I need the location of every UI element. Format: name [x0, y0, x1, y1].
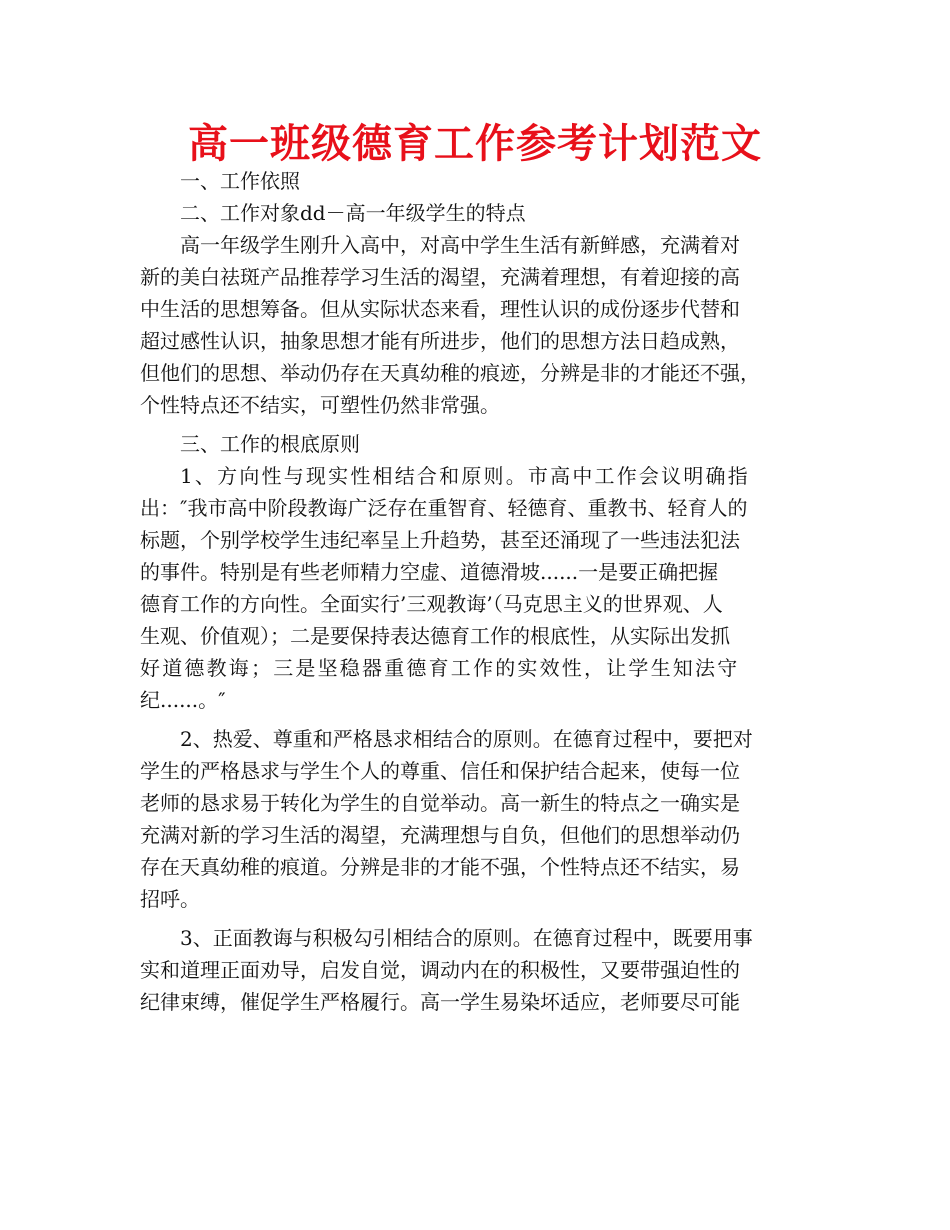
- text-line: 中生活的思想筹备。但从实际状态来看，理性认识的成份逐步代替和: [140, 297, 740, 321]
- text-line: 标题，个别学校学生违纪率呈上升趋势，甚至还涌现了一些违法犯法: [140, 528, 740, 552]
- text-line: 老师的恳求易于转化为学生的自觉举动。高一新生的特点之一确实是: [140, 791, 740, 815]
- text-line: 新的美白祛斑产品推荐学习生活的渴望，充满着理想，有着迎接的高: [140, 265, 740, 289]
- text-line: 生观、价值观）；二是要保持表达德育工作的根底性，从实际出发抓: [140, 624, 730, 648]
- text-line: 存在天真幼稚的痕道。分辨是非的才能不强，个性特点还不结实，易: [140, 855, 740, 879]
- text-line: 招呼。: [140, 887, 200, 911]
- section-heading: [140, 165, 820, 197]
- paragraph: [140, 922, 820, 1018]
- text-line: 高一年级学生刚升入高中，对高中学生生活有新鲜感，充满着对: [180, 233, 740, 257]
- text-line: 好道德教诲；三是坚稳器重德育工作的实效性，让学生知法守: [140, 656, 740, 680]
- text-line: 二、工作对象dd－高一年级学生的特点: [180, 201, 526, 225]
- text-line: 2、热爱、尊重和严格恳求相结合的原则。在德育过程中，要把对: [180, 727, 753, 751]
- text-line: 出：″我市高中阶段教诲广泛存在重智育、轻德育、重教书、轻育人的: [140, 496, 748, 520]
- section-heading: [140, 197, 820, 229]
- document-body: [140, 165, 820, 1018]
- text-line: 充满对新的学习生活的渴望，充满理想与自负，但他们的思想举动仍: [140, 823, 740, 847]
- text-line: 学生的严格恳求与学生个人的尊重、信任和保护结合起来，使每一位: [140, 759, 740, 783]
- text-line: 超过感性认识，抽象思想才能有所进步，他们的思想方法日趋成熟，: [140, 329, 740, 353]
- text-line: 3、正面教诲与积极勾引相结合的原则。在德育过程中，既要用事: [180, 926, 753, 950]
- text-line: 1、方向性与现实性相结合和原则。市高中工作会议明确指: [180, 464, 750, 488]
- text-line: 但他们的思想、举动仍存在天真幼稚的痕迹，分辨是非的才能还不强，: [140, 361, 760, 385]
- section-heading: [140, 428, 820, 460]
- document-title: 高一班级德育工作参考计划范文: [188, 121, 762, 167]
- paragraph: [140, 229, 820, 421]
- text-line: 一、工作依照: [180, 169, 300, 193]
- text-line: 实和道理正面劝导，启发自觉，调动内在的积极性，又要带强迫性的: [140, 958, 740, 982]
- text-line: 纪律束缚，催促学生严格履行。高一学生易染坏适应，老师要尽可能: [140, 990, 740, 1014]
- text-line: 的事件。特别是有些老师精力空虚、道德滑坡......一是要正确把握: [140, 560, 719, 584]
- paragraph: [140, 723, 820, 915]
- text-line: 三、工作的根底原则: [180, 432, 360, 456]
- paragraph: [140, 460, 820, 716]
- text-line: 个性特点还不结实，可塑性仍然非常强。: [140, 393, 500, 417]
- text-line: 纪......。″: [140, 688, 226, 712]
- text-line: 德育工作的方向性。全面实行’三观教诲’（马克思主义的世界观、人: [140, 592, 723, 616]
